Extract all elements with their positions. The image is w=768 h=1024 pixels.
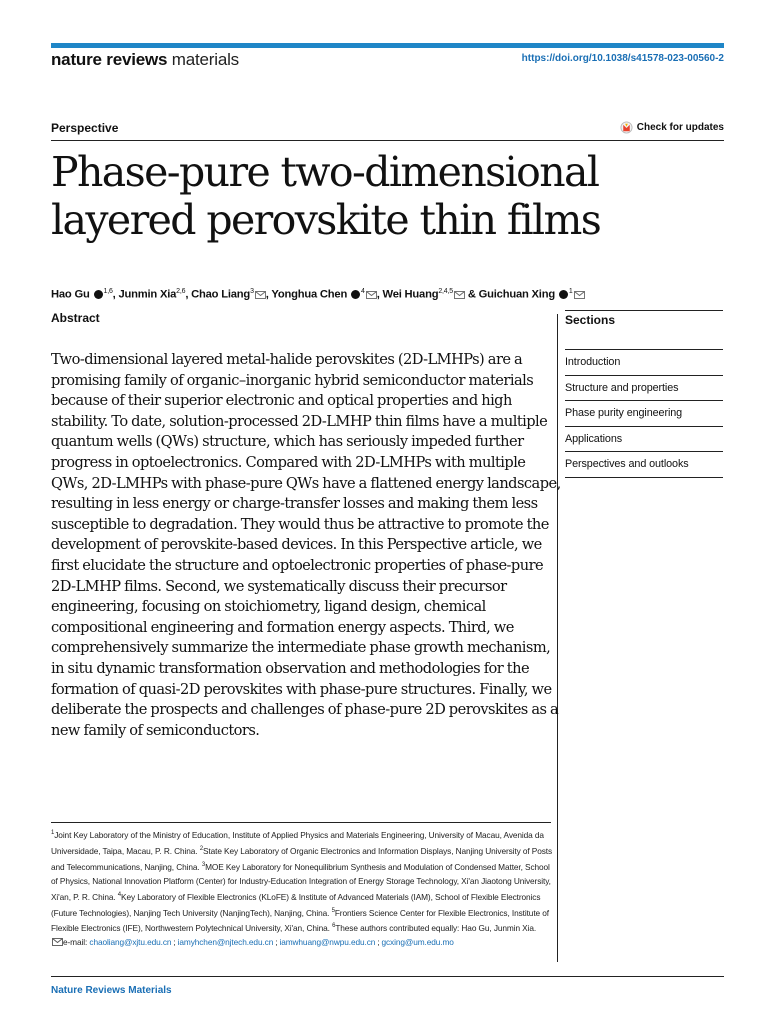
check-updates-icon (620, 121, 633, 134)
sections-top-rule (565, 310, 723, 311)
author-name[interactable]: Hao Gu (51, 288, 90, 301)
email-link[interactable]: iamyhchen@njtech.edu.cn (177, 937, 274, 948)
affiliation-text: Key Laboratory of Flexible Electronics (KLoFE) & Institute of Advanced Materials (IAM), School of Flexible Electronics (Future Technologies), Nanjing Tech University (NanjingTech), Nanjing, China. (51, 891, 541, 918)
article-type-label: Perspective (51, 121, 119, 135)
journal-logo-bold: nature reviews (51, 50, 168, 69)
affiliations-text (51, 826, 556, 935)
email-link[interactable]: gcxing@um.edu.mo (381, 937, 454, 948)
check-updates-label: Check for updates (636, 122, 724, 133)
envelope-icon[interactable] (574, 291, 585, 299)
author-name[interactable]: Yonghua Chen (271, 288, 348, 301)
section-link-perspectives-and-outlooks[interactable]: Perspectives and outlooks (565, 451, 723, 478)
author-name[interactable]: Junmin Xia (118, 288, 177, 301)
author-name[interactable]: Wei Huang (382, 288, 439, 301)
author-name[interactable]: Chao Liang (191, 288, 251, 301)
author-name[interactable]: Guichuan Xing (478, 288, 555, 301)
author-affiliation-sup: 3 (250, 288, 254, 295)
affiliation-text: State Key Laboratory of Organic Electronics and Information Displays, Nanjing University of Posts and Telecommunications, Nanjing, China. (51, 845, 553, 872)
email-link[interactable]: iamwhuang@nwpu.edu.cn (279, 937, 376, 948)
orcid-icon[interactable] (559, 290, 568, 299)
abstract-heading: Abstract (51, 311, 100, 325)
section-link-applications[interactable]: Applications (565, 426, 723, 452)
envelope-icon[interactable] (454, 291, 465, 299)
author-separator: & (464, 288, 479, 301)
author-separator: , (112, 288, 119, 301)
author-affiliation-sup: 2,4,5 (438, 288, 453, 295)
affiliation-text: These authors contributed equally: Hao Gu, Junmin Xia. (335, 923, 537, 934)
orcid-icon[interactable] (351, 290, 360, 299)
affiliation-text: Joint Key Laboratory of the Ministry of Education, Institute of Applied Physics and Materials Engineering, University of Macau, Avenida da Universidade, Taipa, Macau, P. R. China. (51, 829, 544, 856)
journal-logo[interactable] (51, 50, 239, 70)
orcid-icon[interactable] (94, 290, 103, 299)
footer-journal-link[interactable]: Nature Reviews Materials (51, 985, 172, 996)
email-link[interactable]: chaoliang@xjtu.edu.cn (89, 937, 172, 948)
sections-heading: Sections (565, 313, 616, 327)
envelope-icon[interactable] (255, 291, 266, 299)
affiliation-number: 6 (332, 923, 336, 930)
article-title: Phase-pure two-dimensional layered perovskite thin films (51, 148, 601, 244)
section-link-phase-purity-engineering[interactable]: Phase purity engineering (565, 400, 723, 426)
author-separator: , (376, 288, 383, 301)
affiliations-divider (51, 822, 551, 823)
author-affiliation-sup: 1,6 (103, 288, 113, 295)
doi-link[interactable]: https://doi.org/10.1038/s41578-023-00560-2 (521, 53, 724, 64)
envelope-icon[interactable] (366, 291, 377, 299)
email-line: e-mail: chaoliang@xjtu.edu.cn ; iamyhchen@njtech.edu.cn ; iamwhuang@nwpu.edu.cn ; gcxing@um.edu.mo (51, 935, 556, 949)
affiliation-number: 1 (51, 830, 55, 836)
affiliation-number: 5 (331, 907, 335, 914)
section-link-introduction[interactable]: Introduction (565, 349, 723, 375)
section-link-structure-and-properties[interactable]: Structure and properties (565, 375, 723, 401)
affiliation-text: MOE Key Laboratory for Nonequilibrium Synthesis and Modulation of Condensed Matter, School of Physics, National Innovation Platform (Center) for Industry-Education Integration of Energy Storage Technology, Xi'an Jiaotong University, Xi'an, P. R. China. (51, 861, 551, 902)
email-label: e-mail: (63, 937, 88, 948)
abstract-text: Two-dimensional layered metal-halide perovskites (2D-LMHPs) are a promising family of organic–inorganic hybrid semiconductor materials because of their superior electronic and optical properties and high stability. To date, solution-processed 2D-LMHP thin films have a multiple quantum wells (QWs) structure, which has seriously impeded further progress in optoelectronics. Compared with 2D-LMHPs with multiple QWs, 2D-LMHPs with phase-pure QWs have a flattened energy landscape, resulting in less energy or charge-transfer losses and making them less susceptible to degradation. They would thus be attractive to promote the development of perovskite-based devices. In this Perspective article, we first elucidate the structure and optoelectronic properties of phase-pure 2D-LMHP films. Second, we systematically discuss their precursor engineering, focusing on stoichiometry, ligand design, chemical compositional engineering and formation energy aspects. Third, we comprehensively summarize the intermediate phase growth mechanism, in situ dynamic transformation observation and methodologies for the formation of quasi-2D perovskites with phase-pure structures. Finally, we deliberate the prospects and challenges of phase-pure 2D perovskites as a new family of semiconductors. (51, 351, 561, 739)
author-separator: , (185, 288, 192, 301)
affiliation-number: 2 (199, 845, 203, 852)
author-affiliation-sup: 2,6 (176, 288, 186, 295)
affiliation-text: Frontiers Science Center for Flexible Electronics, Institute of Flexible Electronics (IFE), Northwestern Polytechnical University, Xi'an, China. (51, 907, 549, 934)
envelope-icon (52, 938, 63, 946)
sections-nav (565, 349, 723, 478)
header-divider (51, 140, 724, 141)
affiliation-number: 4 (117, 891, 122, 898)
author-separator: , (265, 288, 272, 301)
author-affiliation-sup: 4 (361, 288, 365, 295)
author-affiliation-sup: 1 (568, 288, 573, 295)
header-accent-bar (51, 43, 724, 48)
check-for-updates-button[interactable] (620, 121, 724, 134)
footer-divider (51, 976, 724, 977)
affiliation-number: 3 (201, 861, 206, 868)
author-list (51, 288, 731, 301)
journal-logo-light: materials (171, 50, 239, 69)
affiliations-block (51, 826, 556, 949)
